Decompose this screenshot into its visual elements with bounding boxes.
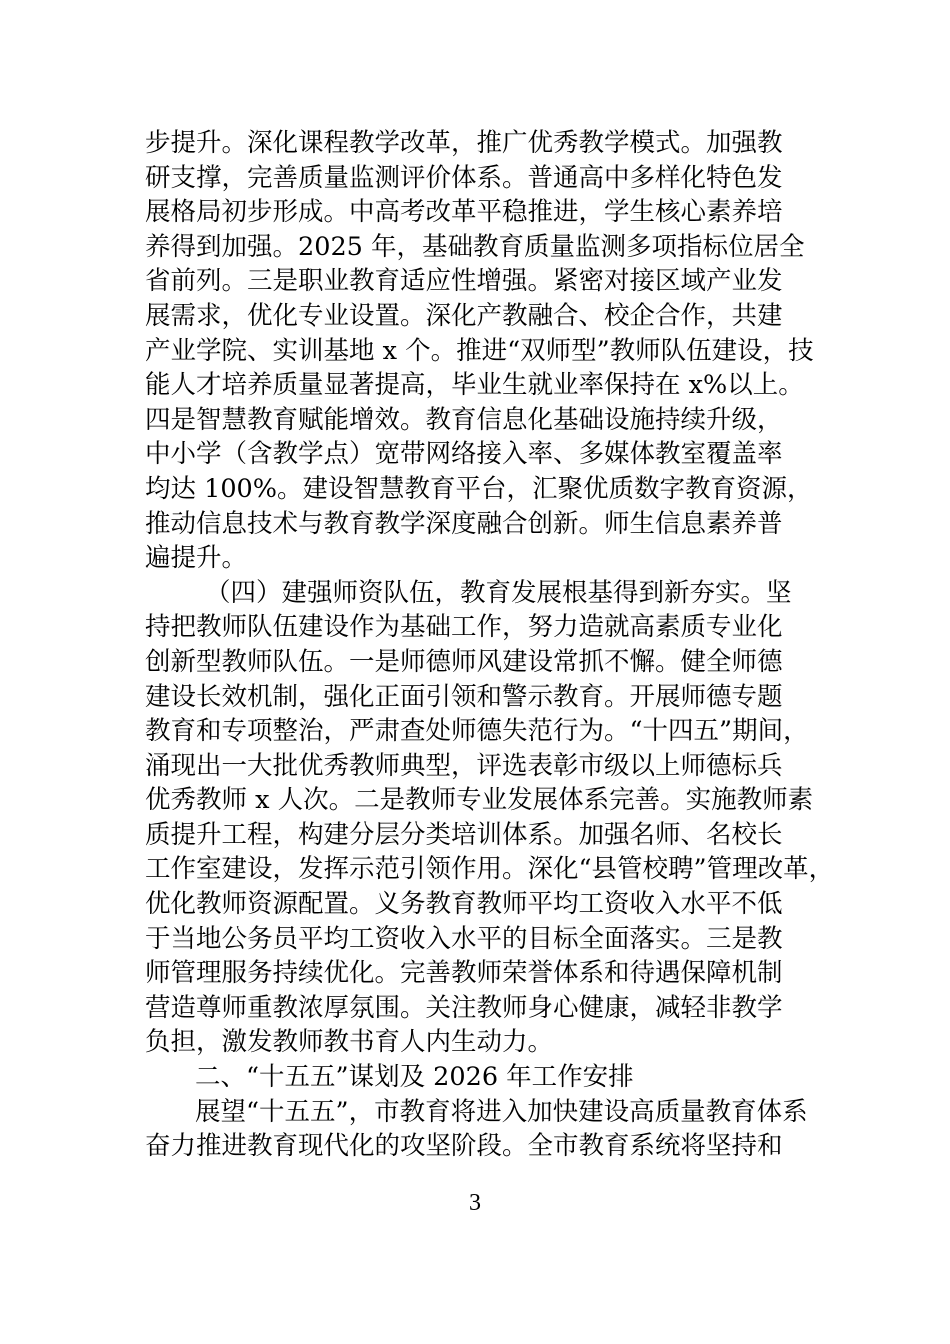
text-line: 工作室建设，发挥示范引领作用。深化“县管校聘”管理改革， xyxy=(145,854,835,885)
text-line: 养得到加强。2025 年，基础教育质量监测多项指标位居全 xyxy=(145,231,805,262)
text-line: 优化教师资源配置。义务教育教师平均工资收入水平不低 xyxy=(145,889,783,920)
text-line: 能人才培养质量显著提高，毕业生就业率保持在 x%以上。 xyxy=(145,370,804,401)
text-line: 展望“十五五”，市教育将进入加快建设高质量教育体系 xyxy=(195,1096,808,1127)
text-line: 遍提升。 xyxy=(145,543,248,574)
text-line: 四是智慧教育赋能增效。教育信息化基础设施持续升级， xyxy=(145,404,783,435)
text-line: 研支撑，完善质量监测评价体系。普通高中多样化特色发 xyxy=(145,162,783,193)
text-line: 优秀教师 x 人次。二是教师专业发展体系完善。实施教师素 xyxy=(145,785,814,816)
chapter-heading: 二、“十五五”谋划及 2026 年工作安排 xyxy=(195,1062,634,1093)
page-number: 3 xyxy=(469,1190,481,1216)
text-line: 省前列。三是职业教育适应性增强。紧密对接区域产业发 xyxy=(145,266,783,297)
body-text xyxy=(145,126,845,1164)
text-line: 步提升。深化课程教学改革，推广优秀教学模式。加强教 xyxy=(145,128,783,158)
text-line: 奋力推进教育现代化的攻坚阶段。全市教育系统将坚持和 xyxy=(145,1131,783,1162)
text-line: 涌现出一大批优秀教师典型，评选表彰市级以上师德标兵 xyxy=(145,750,783,781)
text-line: 创新型教师队伍。一是师德师风建设常抓不懈。健全师德 xyxy=(145,646,783,677)
text-line: 中小学（含教学点）宽带网络接入率、多媒体教室覆盖率 xyxy=(145,439,783,470)
text-line: 均达 100%。建设智慧教育平台，汇聚优质数字教育资源， xyxy=(145,473,813,504)
text-line: 负担，激发教师教书育人内生动力。 xyxy=(145,1027,554,1058)
text-line: 展需求，优化专业设置。深化产教融合、校企合作，共建 xyxy=(145,300,783,331)
text-line: 质提升工程，构建分层分类培训体系。加强名师、名校长 xyxy=(145,819,783,850)
text-line: 推动信息技术与教育教学深度融合创新。师生信息素养普 xyxy=(145,508,783,539)
section-heading: （四）建强师资队伍，教育发展根基得到新夯实。坚 xyxy=(205,577,792,608)
text-line: 教育和专项整治，严肃查处师德失范行为。“十四五”期间， xyxy=(145,716,809,747)
text-line: 建设长效机制，强化正面引领和警示教育。开展师德专题 xyxy=(145,681,783,712)
text-line: 持把教师队伍建设作为基础工作，努力造就高素质专业化 xyxy=(145,612,783,643)
text-line: 展格局初步形成。中高考改革平稳推进，学生核心素养培 xyxy=(145,197,783,228)
text-line: 于当地公务员平均工资收入水平的目标全面落实。三是教 xyxy=(145,923,783,954)
text-line: 营造尊师重教浓厚氛围。关注教师身心健康，减轻非教学 xyxy=(145,992,783,1023)
text-line: 师管理服务持续优化。完善教师荣誉体系和待遇保障机制 xyxy=(145,958,783,989)
text-line: 产业学院、实训基地 x 个。推进“双师型”教师队伍建设，技 xyxy=(145,335,814,366)
